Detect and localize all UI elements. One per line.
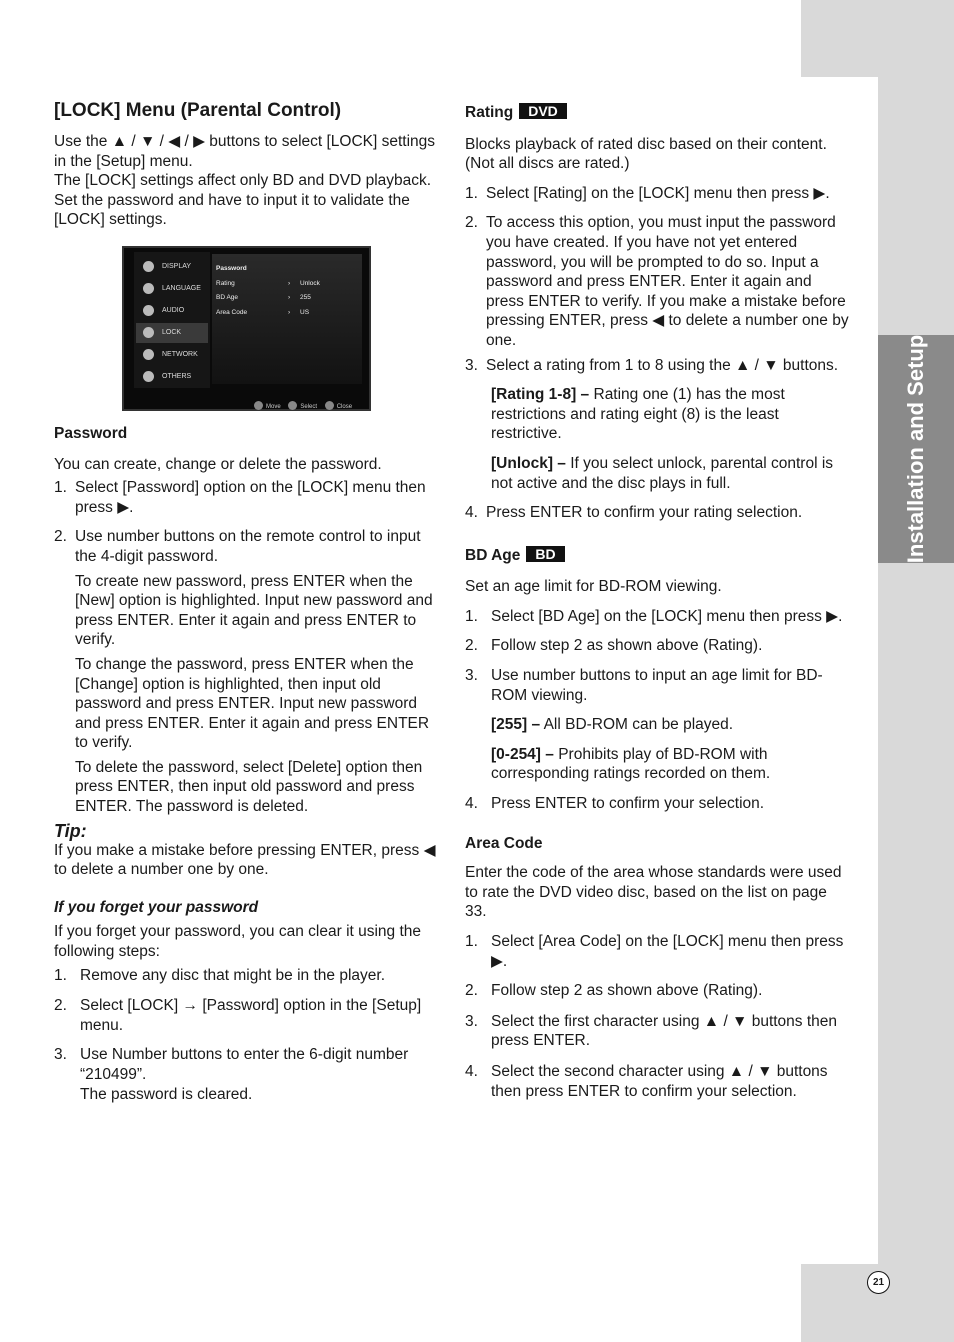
side-margin-top: [801, 0, 954, 77]
menu-footer: Move Select Close: [254, 398, 358, 418]
bdage-option: [0-254] – Prohibits play of BD-ROM with corresponding ratings recorded on them.: [491, 745, 771, 783]
network-icon: [143, 349, 154, 360]
intro-paragraph-2: The [LOCK] settings affect only BD and DVD playback. Set the password and have to input it to validate the [LOCK] settings.: [54, 172, 432, 229]
close-icon: [325, 401, 334, 410]
list-item: 1. Select [BD Age] on the [LOCK] menu then press ▶.: [465, 607, 843, 625]
dvd-badge: DVD: [519, 103, 567, 119]
section-title: [LOCK] Menu (Parental Control): [54, 100, 342, 121]
menu-item-lock: LOCK: [136, 323, 208, 343]
menu-arrow-icon: ›: [288, 308, 291, 316]
list-item: 2. Follow step 2 as shown above (Rating).: [465, 637, 763, 655]
list-item: 4. Press ENTER to confirm your rating selection.: [465, 504, 803, 522]
password-note-change: To change the password, press ENTER when the [Change] option is highlighted, then input old password and press ENTER. Input new password and press ENTER. Enter it again and press ENTER to verify.: [75, 655, 430, 752]
move-icon: [254, 401, 263, 410]
left-column: [54, 100, 440, 1104]
password-intro: You can create, change or delete the password.: [54, 455, 382, 473]
menu-row-label: BD Age: [216, 293, 239, 301]
list-item: 1. Select [Rating] on the [LOCK] menu then press ▶.: [465, 184, 830, 202]
lock-icon: [143, 327, 154, 338]
list-item: 3. Select the first character using ▲ / ▼ buttons then press ENTER.: [465, 1012, 838, 1050]
menu-item-others: OTHERS: [136, 367, 208, 387]
select-icon: [288, 401, 297, 410]
list-item: 2. To access this option, you must input the password you have created. If you have not yet entered password, you will be prompted to do so. Input a password and press ENTER. Enter it again and press ENTER to verify. If you make a mistake before pressing ENTER, press ◀ to delete a number one by one.: [465, 214, 849, 349]
list-item: 2. Use number buttons on the remote control to input the 4-digit password.: [54, 528, 421, 565]
list-item: 1. Select [Area Code] on the [LOCK] menu then press ▶.: [465, 933, 844, 970]
menu-row-label: Area Code: [216, 308, 248, 316]
menu-row-value: US: [300, 308, 310, 316]
rating-option: [Rating 1-8] – Rating one (1) has the most restrictions and rating eight (8) is the least restrictive.: [491, 386, 785, 443]
tip-text: If you make a mistake before pressing ENTER, press ◀ to delete a number one by one.: [54, 841, 436, 879]
section-tab-label: Installation and Setup: [903, 334, 928, 564]
menu-row-label: Rating: [216, 279, 235, 287]
page-number: 21: [867, 1271, 890, 1294]
area-steps: [465, 932, 850, 1101]
rating-step-4: [465, 503, 850, 523]
menu-arrow-icon: ›: [288, 279, 291, 287]
list-item: 4. Select the second character using ▲ / ▼ buttons then press ENTER to confirm your selection.: [465, 1062, 828, 1100]
rating-steps: [465, 184, 850, 375]
bdage-intro: Set an age limit for BD-ROM viewing.: [465, 578, 722, 596]
forget-intro: If you forget your password, you can clear it using the following steps:: [54, 923, 422, 961]
rating-heading: Rating DVD: [465, 103, 850, 123]
side-margin-column: [878, 77, 954, 1264]
forget-steps: [54, 966, 440, 1085]
menu-item-display: DISPLAY: [136, 257, 208, 277]
menu-item-language: LANGUAGE: [136, 279, 208, 299]
menu-row-value: 255: [300, 293, 311, 301]
menu-row-value: Unlock: [300, 279, 320, 287]
list-item: 1. Remove any disc that might be in the player.: [54, 966, 385, 984]
bd-badge: BD: [526, 546, 564, 562]
list-item: 2. Select [LOCK] → [Password] option in the [Setup] menu.: [54, 997, 422, 1034]
intro-paragraph-1: Use the ▲ / ▼ / ◀ / ▶ buttons to select [LOCK] settings in the [Setup] menu.: [54, 133, 436, 170]
list-item: 2. Follow step 2 as shown above (Rating).: [465, 982, 763, 1000]
menu-item-audio: AUDIO: [136, 301, 208, 321]
area-heading: Area Code: [465, 834, 543, 852]
bdage-steps: [465, 607, 850, 705]
list-item: 4. Press ENTER to confirm your selection.: [465, 795, 765, 813]
forget-result: The password is cleared.: [80, 1085, 253, 1103]
forget-heading: If you forget your password: [54, 898, 259, 916]
bdage-step-4: [465, 794, 850, 814]
rating-intro: Blocks playback of rated disc based on their content. (Not all discs are rated.): [465, 135, 827, 173]
tip-heading: Tip:: [54, 820, 87, 841]
list-item: 1. Select [Password] option on the [LOCK] menu then press ▶.: [54, 479, 426, 516]
password-steps: [54, 478, 440, 566]
menu-item-network: NETWORK: [136, 345, 208, 365]
password-note-delete: To delete the password, select [Delete] option then press ENTER, then input old password and press ENTER. The password is deleted.: [75, 758, 423, 816]
menu-arrow-icon: ›: [288, 293, 291, 301]
list-item: 3. Use number buttons to input an age limit for BD-ROM viewing.: [465, 667, 823, 704]
menu-header: Password: [216, 264, 247, 272]
display-icon: [143, 261, 154, 272]
list-item: 3. Select a rating from 1 to 8 using the ▲ / ▼ buttons.: [465, 356, 839, 374]
audio-icon: [143, 305, 154, 316]
list-item: 3. Use Number buttons to enter the 6-digit number “210499”.: [54, 1046, 409, 1083]
area-intro: Enter the code of the area whose standards were used to rate the DVD video disc, based on the list on page 33.: [465, 864, 842, 921]
password-heading: Password: [54, 424, 128, 442]
rating-option: [Unlock] – If you select unlock, parental control is not active and the disc plays in full.: [491, 454, 834, 492]
password-note-create: To create new password, press ENTER when the [New] option is highlighted. Input new password and press ENTER. Enter it again and press ENTER to verify.: [75, 572, 433, 649]
others-icon: [143, 371, 154, 382]
lock-menu-screenshot: [122, 246, 371, 411]
language-icon: [143, 283, 154, 294]
right-column: [465, 103, 850, 1101]
bdage-option: [255] – All BD-ROM can be played.: [491, 716, 734, 734]
bdage-heading: BD Age BD: [465, 546, 850, 566]
